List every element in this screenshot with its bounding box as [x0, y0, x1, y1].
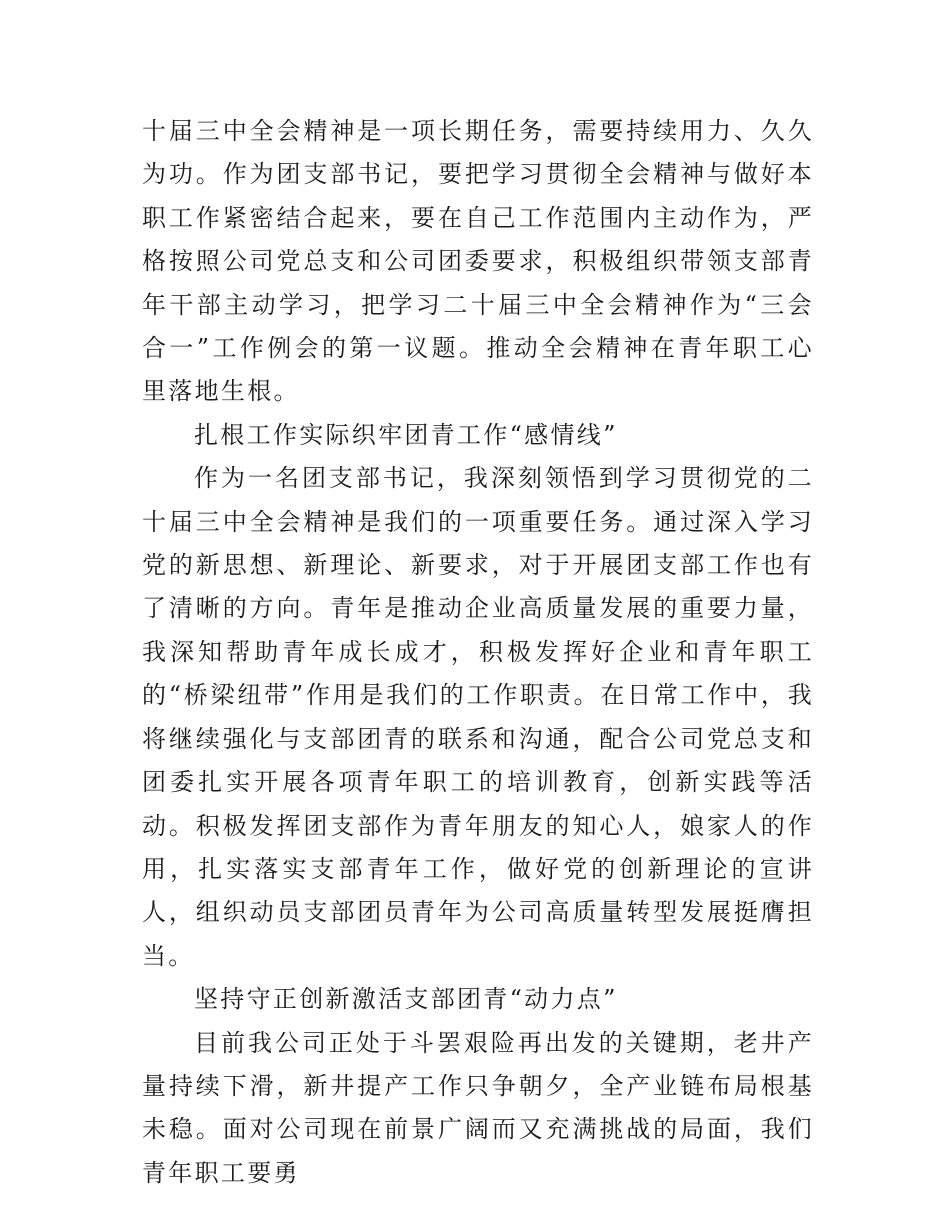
section-heading-motivation-point: 坚持守正创新激活支部团青“动力点”	[194, 985, 618, 1014]
paragraph-continuation: 十届三中全会精神是一项长期任务，需要持续用力、久久为功。作为团支部书记，要把学习贯彻全会精神与做好本职工作紧密结合起来，要在自己工作范围内主动作为，严格按照公司党总支和公司团委要求，积极组织带领支部青年干部主动学习，把学习二十届三中全会精神作为“三会合一”工作例会的第一议题。推动全会精神在青年职工心里落地生根。	[142, 117, 814, 406]
paragraph-branch-secretary: 作为一名团支部书记，我深刻领悟到学习贯彻党的二十届三中全会精神是我们的一项重要任务。通过深入学习党的新思想、新理论、新要求，对于开展团支部工作也有了清晰的方向。青年是推动企业高质量发展的重要力量，我深知帮助青年成长成才，积极发挥好企业和青年职工的“桥梁纽带”作用是我们的工作职责。在日常工作中，我将继续强化与支部团青的联系和沟通，配合公司党总支和团委扎实开展各项青年职工的培训教育，创新实践等活动。积极发挥团支部作为青年朋友的知心人，娘家人的作用，扎实落实支部青年工作，做好党的创新理论的宣讲人，组织动员支部团员青年为公司高质量转型发展挺膺担当。	[142, 464, 814, 970]
document-body	[142, 110, 814, 1195]
section-heading-emotional-line: 扎根工作实际织牢团青工作“感情线”	[194, 420, 618, 449]
paragraph-company-status: 目前我公司正处于斗罢艰险再出发的关键期，老井产量持续下滑，新井提产工作只争朝夕，全产业链布局根基未稳。面对公司现在前景广阔而又充满挑战的局面，我们青年职工要勇	[142, 1028, 814, 1187]
